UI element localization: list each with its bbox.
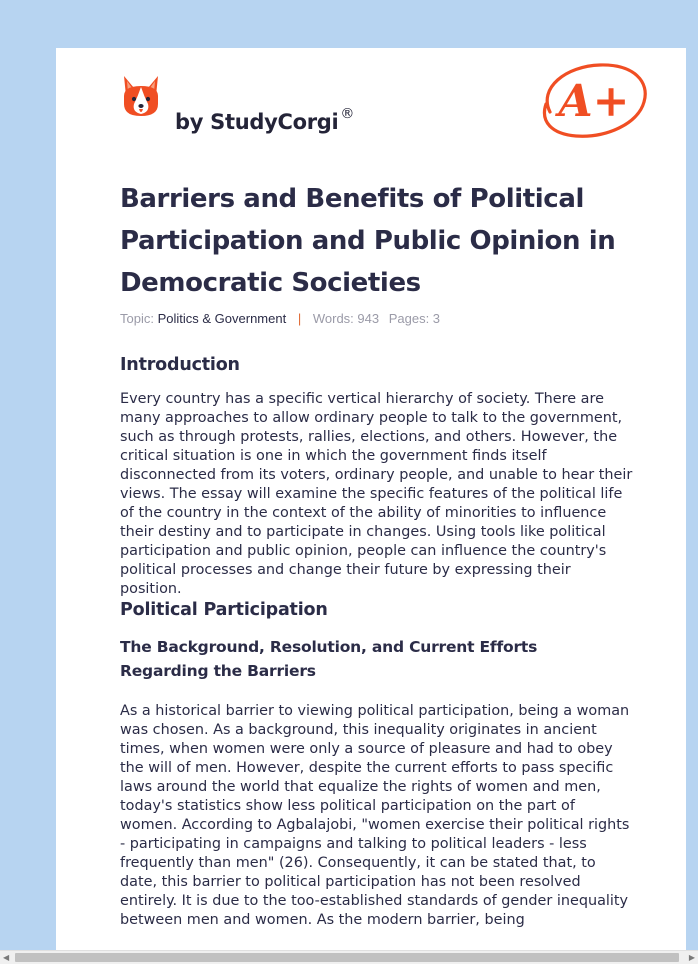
- barriers-paragraph: As a historical barrier to viewing political participation, being a woman was chosen. As a background, this inequality originates in ancient times, when women were only a source of pleasure and had to obey the will of men. However, despite the current efforts to pass specific laws around the world that equalize the rights of women and men, today's statistics show less political participation on the part of women. According to Agbalajobi, "women exercise their political rights - participating in campaigns and talking to political leaders - less frequently than men" (26). Consequently, it can be stated that, to date, this barrier to political participation has not been resolved entirely. It is due to the too-established standards of gender inequality between men and women. As the modern barrier, being: [120, 703, 630, 928]
- essay-meta: [120, 311, 440, 326]
- scroll-left-arrow-icon[interactable]: ◀: [3, 953, 10, 962]
- brand-name: [175, 106, 354, 134]
- document-page: [56, 48, 686, 954]
- topic-link[interactable]: Politics & Government: [157, 311, 287, 326]
- introduction-heading: Introduction: [120, 355, 240, 375]
- meta-separator: |: [297, 311, 302, 326]
- introduction-paragraph: Every country has a specific vertical hierarchy of society. There are many approaches to allow ordinary people to talk to the government, such as through protests, rallies, elections, and others. However, the critical situation is one in which the government finds itself disconnected from its voters, ordinary people, and unable to hear their views. The essay will examine the specific features of the political life of the country in the context of the ability of minorities to influence their destiny and to participate in changes. Using tools like political participation and public opinion, people can influence the country's political processes and change their future by expressing their position.: [120, 391, 633, 597]
- word-count: Words: 943: [312, 311, 380, 326]
- scrollbar-thumb[interactable]: [15, 953, 679, 962]
- grade-text: A+: [558, 76, 630, 127]
- topic-label: Topic:: [120, 311, 154, 326]
- studycorgi-logo[interactable]: [120, 74, 370, 134]
- horizontal-scrollbar[interactable]: [0, 950, 698, 964]
- barriers-subheading: The Background, Resolution, and Current Efforts Regarding the Barriers: [120, 638, 538, 680]
- corgi-icon: [120, 74, 162, 120]
- essay-title: Barriers and Benefits of Political Participation and Public Opinion in Democratic Societies: [120, 184, 616, 298]
- page-count: Pages: 3: [388, 311, 441, 326]
- a-plus-badge: [536, 58, 651, 144]
- political-participation-heading: Political Participation: [120, 600, 328, 620]
- brand-name-text: by StudyCorgi: [175, 110, 339, 134]
- registered-mark: ®: [340, 106, 355, 122]
- scroll-right-arrow-icon[interactable]: ▶: [688, 953, 695, 962]
